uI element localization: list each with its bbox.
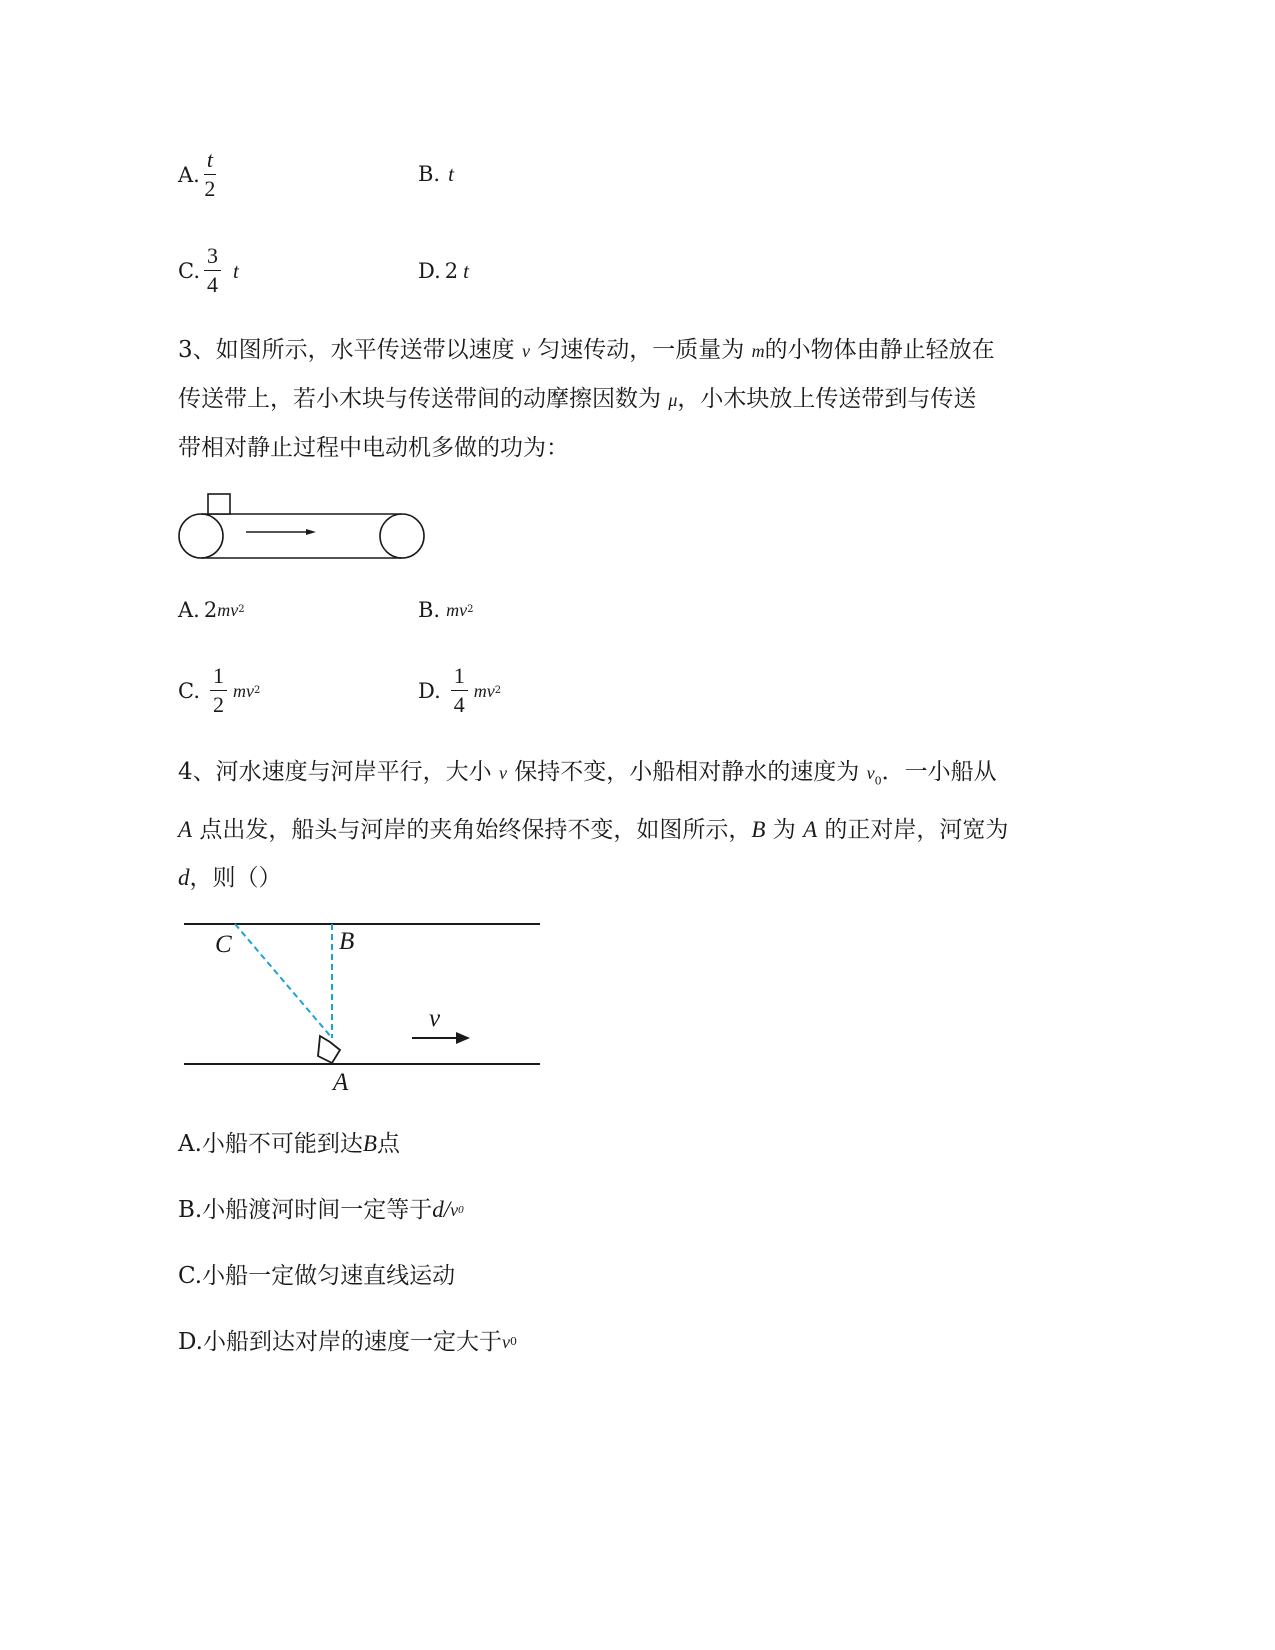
option-text: 小船一定做匀速直线运动 bbox=[202, 1263, 456, 1289]
variable-v0: v bbox=[866, 763, 875, 783]
exponent: 2 bbox=[254, 684, 261, 696]
q2-option-a[interactable] bbox=[178, 148, 222, 201]
coefficient: 2 bbox=[203, 598, 218, 622]
slash: / bbox=[443, 1197, 451, 1222]
boat-icon bbox=[318, 1036, 340, 1063]
fraction-numerator: 1 bbox=[210, 664, 227, 691]
option-text: 点 bbox=[376, 1131, 400, 1157]
option-text: 小船渡河时间一定等于 bbox=[202, 1197, 433, 1223]
q4-option-a[interactable] bbox=[178, 1130, 400, 1158]
coefficient: 2 bbox=[444, 259, 459, 283]
arrow-head-icon bbox=[306, 529, 316, 535]
fraction bbox=[451, 664, 468, 717]
option-label: C. bbox=[178, 678, 200, 703]
q4-stem bbox=[178, 748, 1038, 902]
stem-text: 保持不变，小船相对静水的速度为 bbox=[506, 759, 867, 785]
stem-text: 传送带上，若小木块与传送带间的动摩擦因数为 bbox=[178, 386, 669, 412]
option-text: 小船到达对岸的速度一定大于 bbox=[202, 1329, 502, 1355]
q3-option-d[interactable] bbox=[418, 664, 501, 717]
label-b: B bbox=[339, 928, 355, 955]
stem-text: 如图所示，水平传送带以速度 bbox=[215, 337, 522, 363]
stem-text: 河水速度与河岸平行，大小 bbox=[215, 759, 499, 785]
q4-line-3 bbox=[178, 854, 1038, 902]
subscript: 0 bbox=[458, 1204, 464, 1216]
q4-option-c[interactable] bbox=[178, 1262, 455, 1290]
exponent: 2 bbox=[494, 684, 502, 696]
label-c: C bbox=[215, 931, 232, 958]
expression-mv: mv bbox=[217, 600, 239, 620]
fraction bbox=[210, 664, 227, 717]
exponent: 2 bbox=[467, 604, 474, 615]
stem-text: ，则（） bbox=[189, 864, 282, 891]
subscript: 0 bbox=[874, 774, 882, 788]
block bbox=[208, 494, 230, 514]
fraction-numerator: t bbox=[204, 148, 216, 175]
stem-text: ，小木块放上传送带到与传送 bbox=[677, 386, 977, 412]
q3-stem bbox=[178, 326, 1038, 472]
variable-t: t bbox=[233, 258, 239, 283]
point-a: A bbox=[178, 816, 193, 842]
variable-v: v bbox=[498, 763, 507, 783]
label-a: A bbox=[333, 1069, 349, 1096]
option-label: A. bbox=[178, 162, 200, 187]
option-label: B. bbox=[418, 598, 441, 622]
stem-text: 的正对岸，河宽为 bbox=[817, 816, 1009, 843]
variable-v: v bbox=[501, 1332, 510, 1352]
option-label: D. bbox=[418, 678, 441, 703]
point-b: B bbox=[362, 1131, 377, 1156]
q4-line-1 bbox=[178, 748, 1038, 806]
q4-option-b[interactable] bbox=[178, 1196, 464, 1224]
q4-option-d[interactable] bbox=[178, 1328, 517, 1356]
expression-mv: mv bbox=[473, 680, 495, 701]
exponent: 2 bbox=[238, 604, 245, 615]
variable-mu: μ bbox=[668, 390, 678, 410]
question-number: 4、 bbox=[178, 759, 216, 785]
option-label: B. bbox=[178, 1197, 203, 1223]
q4-line-2 bbox=[178, 806, 1038, 854]
stem-text: 匀速传动，一质量为 bbox=[529, 337, 752, 363]
point-b: B bbox=[751, 816, 766, 842]
q2-option-d[interactable] bbox=[418, 257, 469, 285]
option-label: A. bbox=[178, 1131, 202, 1157]
option-label: D. bbox=[178, 1329, 203, 1355]
fraction-denominator: 4 bbox=[453, 692, 465, 717]
fraction-numerator: 1 bbox=[451, 664, 468, 691]
variable-t: t bbox=[448, 162, 454, 186]
point-a: A bbox=[803, 816, 818, 842]
left-pulley bbox=[179, 514, 223, 558]
expression-mv: mv bbox=[446, 600, 468, 620]
fraction-numerator: 3 bbox=[204, 244, 221, 271]
variable-m: m bbox=[751, 341, 765, 361]
option-label: A. bbox=[178, 598, 200, 622]
variable-t: t bbox=[463, 259, 469, 283]
arrow-head-icon bbox=[456, 1032, 470, 1044]
q3-option-a[interactable] bbox=[178, 596, 245, 624]
q3-option-c[interactable] bbox=[178, 664, 260, 717]
fraction-denominator: 2 bbox=[204, 176, 216, 201]
fraction bbox=[204, 148, 216, 201]
q3-option-b[interactable] bbox=[418, 596, 473, 624]
expression-mv: mv bbox=[233, 680, 254, 701]
option-label: C. bbox=[178, 1263, 203, 1289]
stem-text: 为 bbox=[765, 816, 804, 843]
q3-line-2 bbox=[178, 375, 1038, 424]
stem-text: 的小物体由静止轻放在 bbox=[764, 337, 995, 363]
variable-v: v bbox=[521, 341, 530, 361]
stem-text: 点出发，船头与河岸的夹角始终保持不变，如图所示， bbox=[192, 816, 752, 843]
fraction-denominator: 2 bbox=[213, 692, 224, 717]
label-v: v bbox=[429, 1005, 441, 1032]
option-text: 小船不可能到达 bbox=[201, 1131, 363, 1157]
q3-line-3: 带相对静止过程中电动机多做的功为： bbox=[178, 435, 569, 461]
variable-v: v bbox=[450, 1200, 459, 1220]
path-ac bbox=[235, 924, 332, 1038]
river-crossing-figure bbox=[180, 912, 550, 1102]
option-label: B. bbox=[418, 162, 441, 186]
q2-option-b[interactable] bbox=[418, 160, 454, 188]
option-label: C. bbox=[178, 258, 200, 283]
conveyor-belt-figure bbox=[170, 486, 440, 576]
fraction-denominator: 4 bbox=[207, 272, 218, 297]
subscript: 0 bbox=[509, 1335, 517, 1348]
question-number: 3、 bbox=[178, 337, 216, 363]
q2-option-c[interactable] bbox=[178, 244, 239, 297]
fraction bbox=[204, 244, 221, 297]
variable-d: d bbox=[178, 864, 190, 890]
right-pulley bbox=[380, 514, 424, 558]
stem-text: ．一小船从 bbox=[881, 759, 997, 785]
q3-line-1 bbox=[178, 326, 1038, 375]
option-label: D. bbox=[418, 259, 441, 283]
variable-d: d bbox=[432, 1197, 444, 1222]
